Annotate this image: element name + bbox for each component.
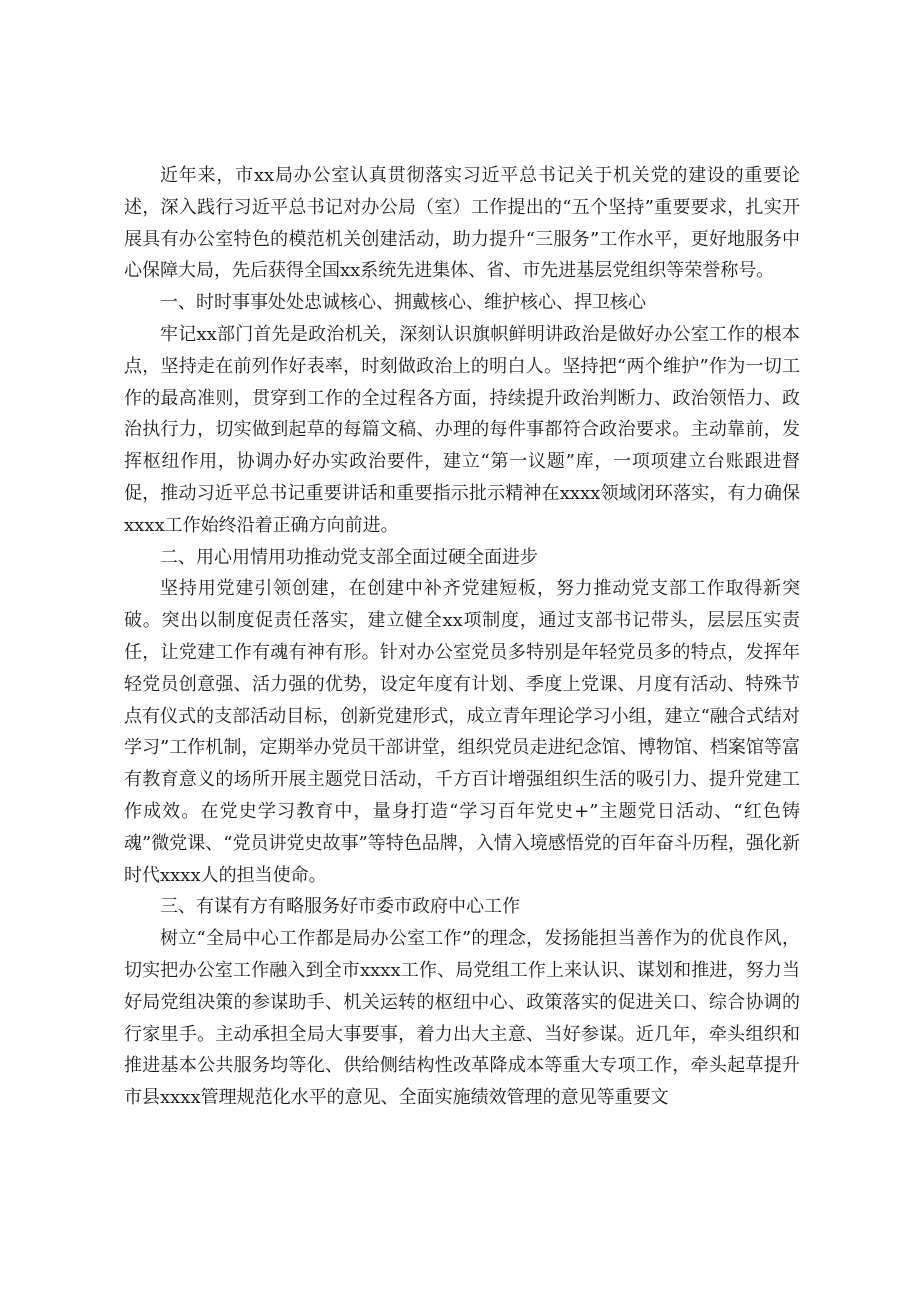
section-heading-1: 一、时时事事处处忠诚核心、拥戴核心、维护核心、捍卫核心 bbox=[160, 292, 646, 314]
section-heading-2: 二、用心用情用功推动党支部全面过硬全面进步 bbox=[160, 546, 538, 568]
section-body-3: 树立“全局中心工作都是局办公室工作”的理念，发扬能担当善作为的优良作风，切实把办公室工作融入到全市xxxx工作、局党组工作上来认识、谋划和推进，努力当好局党组决策的参谋助手、机关运转的枢纽中心、政策落实的促进关口、综合协调的行家里手。主动承担全局大事要事，着力出大主意、当好参谋。近几年，牵头组织和推进基本公共服务均等化、供给侧结构性改革降成本等重大专项工作，牵头起草提升市县xxxx管理规范化水平的意见、全面实施绩效管理的意见等重要文 bbox=[124, 928, 800, 1109]
section-body-2: 坚持用党建引领创建，在创建中补齐党建短板，努力推动党支部工作取得新突破。突出以制度促责任落实，建立健全xx项制度，通过支部书记带头，层层压实责任，让党建工作有魂有神有形。针对办公室党员多特别是年轻党员多的特点，发挥年轻党员创意强、活力强的优势，设定年度有计划、季度上党课、月度有活动、特殊节点有仪式的支部活动目标，创新党建形式，成立青年理论学习小组，建立“融合式结对学习”工作机制，定期举办党员干部讲堂，组织党员走进纪念馆、博物馆、档案馆等富有教育意义的场所开展主题党日活动，千方百计增强组织生活的吸引力、提升党建工作成效。在党史学习教育中，量身打造“学习百年党史+”主题党日活动、“红色铸魂”微党课、“党员讲党史故事”等特色品牌，入情入境感悟党的百年奋斗历程，强化新时代xxxx人的担当使命。 bbox=[124, 578, 800, 886]
document-page bbox=[124, 160, 800, 1114]
intro-paragraph: 近年来，市xx局办公室认真贯彻落实习近平总书记关于机关党的建设的重要论述，深入践行习近平总书记对办公局（室）工作提出的“五个坚持”重要要求，扎实开展具有办公室特色的模范机关创建活动，助力提升“三服务”工作水平，更好地服务中心保障大局，先后获得全国xx系统先进集体、省、市先进基层党组织等荣誉称号。 bbox=[124, 165, 800, 282]
section-body-1: 牢记xx部门首先是政治机关，深刻认识旗帜鲜明讲政治是做好办公室工作的根本点，坚持走在前列作好表率，时刻做政治上的明白人。坚持把“两个维护”作为一切工作的最高准则，贯穿到工作的全过程各方面，持续提升政治判断力、政治领悟力、政治执行力，切实做到起草的每篇文稿、办理的每件事都符合政治要求。主动靠前，发挥枢纽作用，协调办好办实政治要件，建立“第一议题”库，一项项建立台账跟进督促，推动习近平总书记重要讲话和重要指示批示精神在xxxx领域闭环落实，有力确保xxxx工作始终沿着正确方向前进。 bbox=[124, 323, 800, 536]
section-heading-3: 三、有谋有方有略服务好市委市政府中心工作 bbox=[160, 896, 520, 918]
